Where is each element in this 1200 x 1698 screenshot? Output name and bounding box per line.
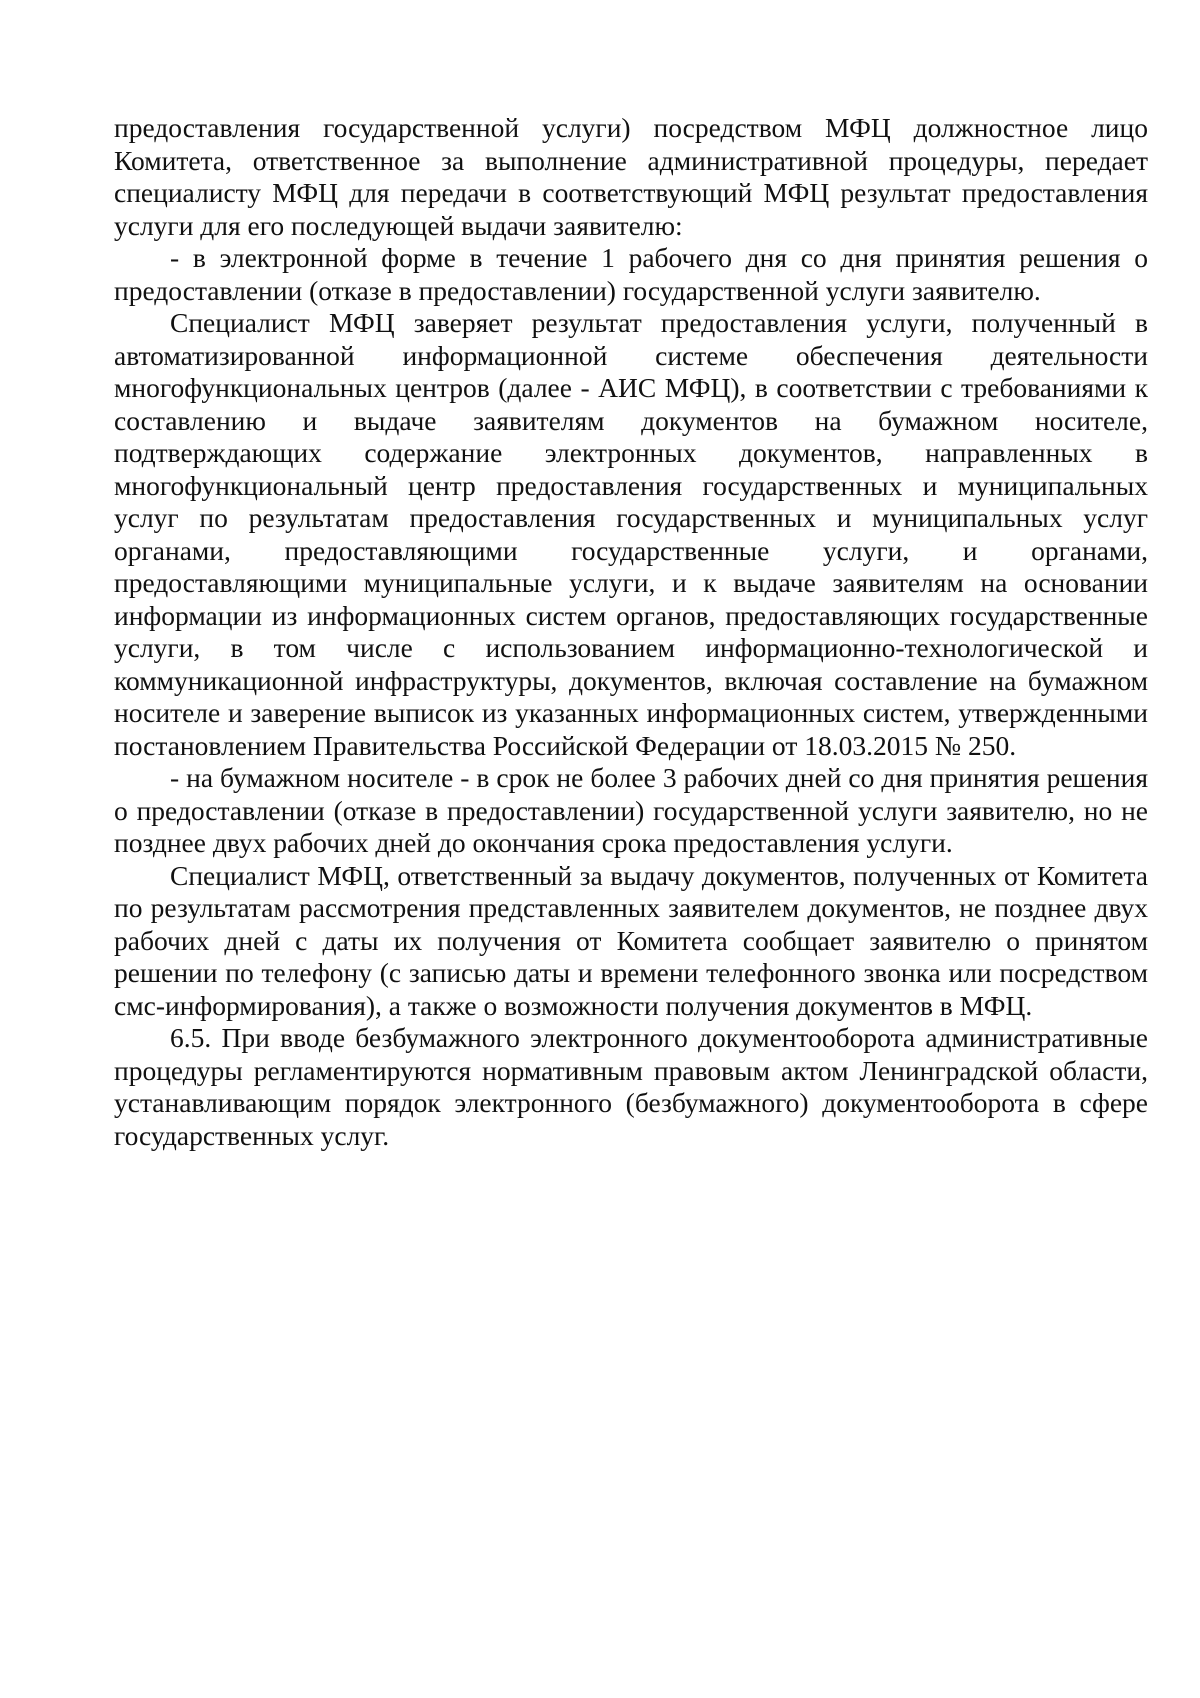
paragraph-electronic-form: - в электронной форме в течение 1 рабочего дня со дня принятия решения о предоставлении (отказе в предоставлении) государственной услуги заявителю. xyxy=(114,242,1148,306)
paragraph-specialist-notifies: Специалист МФЦ, ответственный за выдачу документов, полученных от Комитета по результатам рассмотрения представленных заявителем документов, не позднее двух рабочих дней с даты их получения от Комитета сообщает заявителю о принятом решении по телефону (с записью даты и времени телефонного звонка или посредством смс-информирования), а также о возможности получения документов в МФЦ. xyxy=(114,859,1148,1021)
document-page xyxy=(114,112,1148,1152)
paragraph-paper-form: - на бумажном носителе - в срок не более 3 рабочих дней со дня принятия решения о предоставлении (отказе в предоставлении) государственной услуги заявителю, но не позднее двух рабочих дней до окончания срока предоставления услуги. xyxy=(114,762,1148,858)
paragraph-specialist-certifies: Специалист МФЦ заверяет результат предоставления услуги, полученный в автоматизированной информационной системе обеспечения деятельности многофункциональных центров (далее - АИС МФЦ), в соответствии с требованиями к составлению и выдаче заявителям документов на бумажном носителе, подтверждающих содержание электронных документов, направленных в многофункциональный центр предоставления государственных и муниципальных услуг по результатам предоставления государственных и муниципальных услуг органами, предоставляющими государственные услуги, и органами, предоставляющими муниципальные услуги, и к выдаче заявителям на основании информации из информационных систем органов, предоставляющих государственные услуги, в том числе с использованием информационно-технологической и коммуникационной инфраструктуры, документов, включая составление на бумажном носителе и заверение выписок из указанных информационных систем, утвержденными постановлением Правительства Российской Федерации от 18.03.2015 № 250. xyxy=(114,307,1148,761)
paragraph-mfc-transfer: предоставления государственной услуги) посредством МФЦ должностное лицо Комитета, ответственное за выполнение административной процедуры, передает специалисту МФЦ для передачи в соответствующий МФЦ результат предоставления услуги для его последующей выдачи заявителю: xyxy=(114,112,1148,241)
paragraph-section-6-5: 6.5. При вводе безбумажного электронного документооборота административные процедуры регламентируются нормативным правовым актом Ленинградской области, устанавливающим порядок электронного (безбумажного) документооборота в сфере государственных услуг. xyxy=(114,1022,1148,1151)
